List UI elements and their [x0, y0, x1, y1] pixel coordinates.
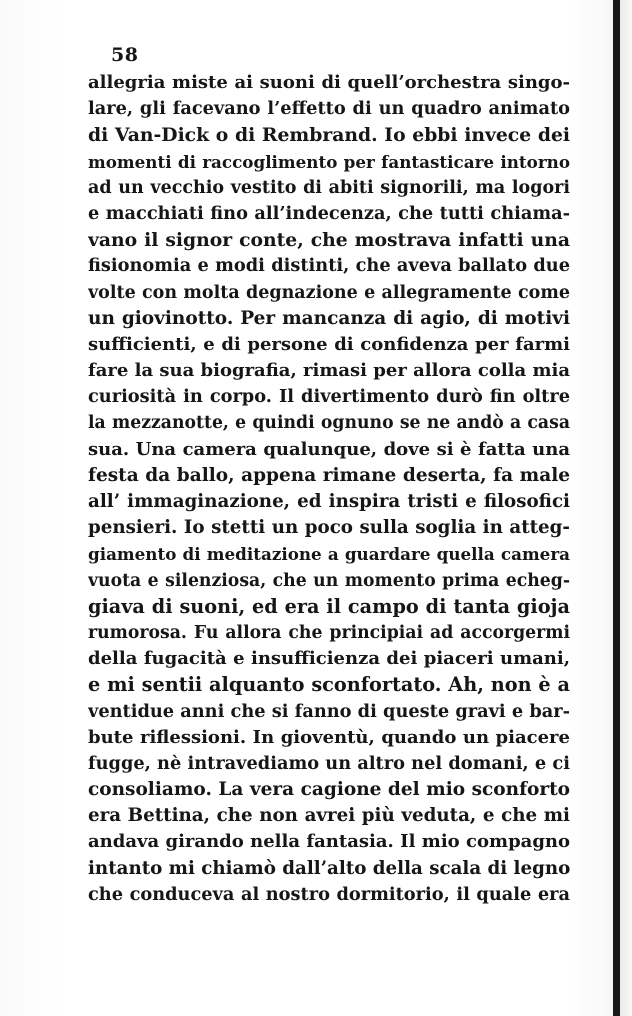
text-line-8: fisionomia e modi distinti, che aveva ballato due [88, 255, 570, 277]
text-line-27: fugge, nè intravediamo un altro nel domani, e ci [88, 752, 570, 774]
text-line-25: ventidue anni che si fanno di queste gravi e bar- [88, 700, 570, 722]
text-line-2: lare, gli facevano l’effetto di un quadro animato [88, 98, 570, 120]
text-line-12: fare la sua biografia, rimasi per allora colla mia [88, 360, 570, 382]
text-line-31: intanto mi chiamò dall’alto della scala di legno [88, 857, 570, 879]
text-line-14: la mezzanotte, e quindi ognuno se ne andò a casa [88, 413, 570, 434]
text-line-15: sua. Una camera qualunque, dove si è fatta una [88, 438, 570, 460]
text-line-4: momenti di raccoglimento per fantasticare intorno [88, 151, 570, 172]
text-line-19: giamento di meditazione a guardare quella camera [88, 544, 570, 565]
book-spine-shadow [613, 0, 620, 1016]
text-line-18: pensieri. Io stetti un poco sulla soglia in atteg- [88, 517, 570, 539]
text-line-10: un giovinotto. Per mancanza di agio, di motivi [88, 307, 570, 329]
text-line-22: rumorosa. Fu allora che principiai ad accorgermi [88, 622, 570, 643]
text-line-29: era Bettina, che non avrei più veduta, e che mi [88, 805, 570, 827]
text-line-9: volte con molta degnazione e allegramente come [88, 282, 570, 303]
text-line-23: della fugacità e insufficienza dei piaceri umani, [88, 648, 570, 670]
text-line-20: vuota e silenziosa, che un momento prima echeg- [88, 570, 570, 591]
text-line-6: e macchiati fino all’indecenza, che tutti chiama- [88, 202, 570, 224]
text-line-5: ad un vecchio vestito di abiti signorili, ma logori [88, 177, 570, 198]
text-line-13: curiosità in corpo. Il divertimento durò fin oltre [88, 386, 570, 408]
text-line-1: allegria miste ai suoni di quell’orchestra singo- [88, 72, 570, 93]
body-text [88, 70, 570, 908]
page-edge [620, 0, 632, 1016]
text-line-21: giava di suoni, ed era il campo di tanta gioja [88, 594, 570, 618]
text-line-28: consoliamo. La vera cagione del mio sconforto [88, 779, 570, 801]
text-line-26: bute riflessioni. In gioventù, quando un piacere [88, 726, 570, 748]
text-line-11: sufficienti, e di persone di confidenza per farmi [88, 333, 570, 355]
page-number: 58 [111, 44, 139, 66]
text-line-24: e mi sentii alquanto sconfortato. Ah, non è a [88, 673, 570, 697]
text-line-17: all’ immaginazione, ed inspira tristi e filosofici [88, 491, 570, 512]
text-line-32: che conduceva al nostro dormitorio, il quale era [88, 883, 570, 905]
text-line-3: di Van-Dick o di Rembrand. Io ebbi invece dei [88, 124, 570, 147]
text-line-30: andava girando nella fantasia. Il mio compagno [88, 831, 570, 853]
text-line-7: vano il signor conte, che mostrava infatti una [88, 229, 570, 252]
text-line-16: festa da ballo, appena rimane deserta, fa male [88, 464, 570, 486]
